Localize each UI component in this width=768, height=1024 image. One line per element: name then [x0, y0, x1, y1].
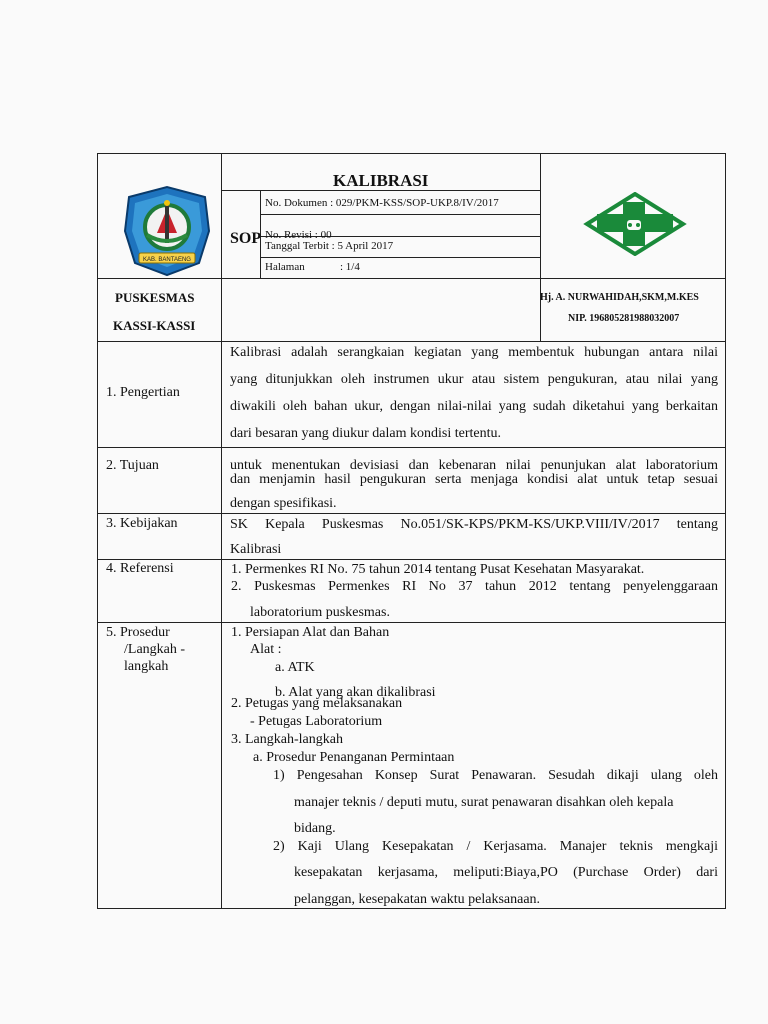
page-label: Halaman: [265, 261, 305, 273]
prosedur-line-6: - Petugas Laboratorium: [250, 714, 383, 729]
page-value: : 1/4: [340, 261, 360, 273]
table-border-right: [725, 153, 726, 909]
prosedur-line-13: kesepakatan kerjasama, meliputi:Biaya,PO (Purchase Order) dari: [294, 865, 718, 880]
tujuan-line-1: untuk menentukan devisiasi dan kebenaran nilai penunjukan alat laboratorium: [230, 458, 718, 473]
document-number: No. Dokumen : 029/PKM-KSS/SOP-UKP.8/IV/2017: [265, 197, 499, 209]
section-label-tujuan: 2. Tujuan: [106, 458, 159, 473]
referensi-item-1: 1. Permenkes RI No. 75 tahun 2014 tentang Pusat Kesehatan Masyarakat.: [231, 562, 645, 577]
tujuan-line-3: dengan spesifikasi.: [230, 496, 337, 511]
row-rule-4: [97, 622, 726, 623]
pengertian-line-1: Kalibrasi adalah serangkaian kegiatan yang membentuk hubungan antara nilai: [230, 345, 718, 360]
signer-nip: NIP. 196805281988032007: [568, 313, 680, 324]
title-rule: [221, 190, 541, 191]
signer-name: Hj. A. NURWAHIDAH,SKM,M.KES: [540, 292, 699, 303]
prosedur-line-8: a. Prosedur Penanganan Permintaan: [253, 750, 455, 765]
left-logo-text: KAB. BANTAENG: [143, 257, 191, 263]
row-rule-2: [97, 513, 726, 514]
org-bottom-rule: [97, 341, 726, 342]
bantaeng-emblem-logo: [119, 183, 215, 279]
kebijakan-line-1: SK Kepala Puskesmas No.051/SK-KPS/PKM-KS/UKP.VIII/IV/2017 tentang: [230, 517, 718, 532]
sop-label: SOP: [230, 230, 262, 247]
tujuan-line-2: dan menjamin hasil pengukuran serta menjaga kondisi alat untuk tetap sesuai: [230, 472, 718, 487]
puskesmas-logo: [583, 192, 687, 256]
kebijakan-line-2: Kalibrasi: [230, 542, 282, 557]
header-divider-right: [540, 153, 541, 341]
org-name-line-1: PUSKESMAS: [115, 290, 195, 305]
revision-number: No. Revisi : 00: [265, 229, 332, 241]
prosedur-line-11: bidang.: [294, 821, 336, 836]
table-border-bottom: [97, 908, 726, 909]
prosedur-line-9: 1) Pengesahan Konsep Surat Penawaran. Sesudah dikaji ulang oleh: [273, 768, 718, 783]
row-rule-3: [97, 559, 726, 560]
issue-date: Tanggal Terbit : 5 April 2017: [265, 240, 394, 252]
table-border-top: [97, 153, 726, 154]
prosedur-line-14: pelanggan, kesepakatan waktu pelaksanaan.: [294, 892, 541, 907]
prosedur-line-5: 2. Petugas yang melaksanakan: [231, 696, 403, 711]
section-label-pengertian: 1. Pengertian: [106, 385, 180, 400]
body-column-divider: [221, 341, 222, 908]
org-name-line-2: KASSI-KASSI: [113, 318, 196, 333]
prosedur-line-4: b. Alat yang akan dikalibrasi: [275, 685, 436, 700]
prosedur-line-1: 1. Persiapan Alat dan Bahan: [231, 625, 390, 640]
referensi-item-2-cont: laboratorium puskesmas.: [250, 605, 390, 620]
prosedur-line-12: 2) Kaji Ulang Kesepakatan / Kerjasama. Manajer teknis mengkaji: [273, 839, 718, 854]
table-border-left: [97, 153, 98, 909]
section-label-prosedur-2: /Langkah -: [124, 642, 186, 657]
section-label-prosedur-1: 5. Prosedur: [106, 625, 170, 640]
pengertian-line-4: dari besaran yang diukur dalam kondisi tertentu.: [230, 426, 501, 441]
prosedur-line-7: 3. Langkah-langkah: [231, 732, 343, 747]
prosedur-line-2: Alat :: [250, 642, 282, 657]
document-title: KALIBRASI: [333, 171, 429, 190]
date-rule: [260, 257, 541, 258]
prosedur-line-10: manajer teknis / deputi mutu, surat penawaran disahkan oleh kepala: [294, 795, 674, 810]
pengertian-line-2: yang ditunjukkan oleh instrumen ukur atau sistem pengukuran, atau nilai yang: [230, 372, 718, 387]
header-divider-left: [221, 153, 222, 341]
section-label-referensi: 4. Referensi: [106, 561, 174, 576]
section-label-prosedur-3: langkah: [124, 659, 169, 674]
referensi-item-2: 2. Puskesmas Permenkes RI No 37 tahun 2012 tentang penyelenggaraan: [231, 579, 718, 594]
section-label-kebijakan: 3. Kebijakan: [106, 516, 178, 531]
doc-rule: [260, 214, 541, 215]
pengertian-line-3: diwakili oleh bahan ukur, dengan nilai-nilai yang sudah diketahui yang berkaitan: [230, 399, 718, 414]
row-rule-1: [97, 447, 726, 448]
prosedur-line-3: a. ATK: [275, 660, 315, 675]
